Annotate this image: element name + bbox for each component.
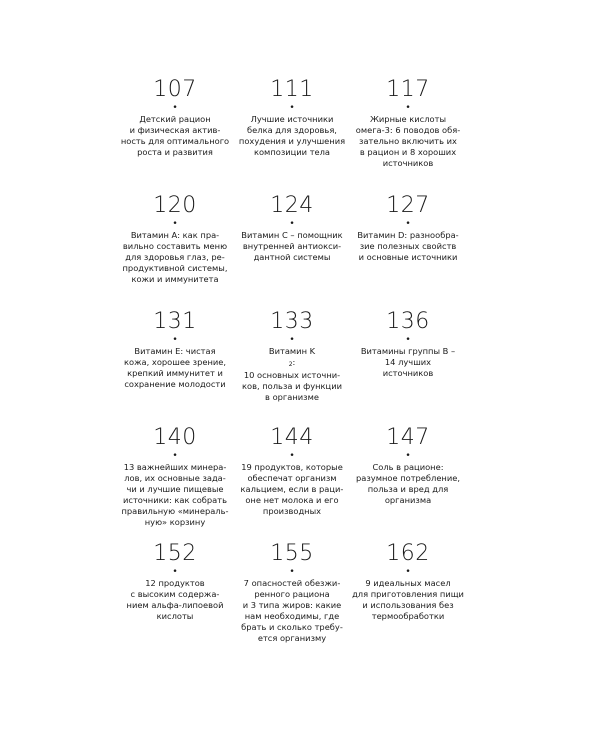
toc-entry[interactable] [333, 542, 483, 622]
page-number: 131 [153, 309, 197, 334]
toc-entry[interactable] [333, 426, 483, 506]
page-number: 162 [386, 541, 430, 566]
bullet-dot: • [405, 451, 411, 461]
page-number: 117 [386, 77, 430, 102]
entry-title: 7 опасностей обезжи- ренного рациона и 3 типа жиров: какие нам необходимы, где брать и сколько требу- ется организму [241, 578, 343, 643]
entry-title: 9 идеальных масел для приготовления пищи и использования без термообработки [352, 578, 464, 621]
bullet-dot: • [172, 335, 178, 345]
page-number: 127 [386, 193, 430, 218]
entry-title: Витамин А: как пра- вильно составить меню для здоровья глаз, ре- продуктивной системы, кожи и иммунитета [122, 230, 228, 284]
bullet-dot: • [289, 451, 295, 461]
entry-title: Жирные кислоты омега-3: 6 поводов обя- зательно включить их в рацион и 8 хороших источников [355, 114, 461, 168]
entry-title: Детский рацион и физическая актив- ность для оптимального роста и развития [120, 114, 230, 157]
page-number: 133 [270, 309, 314, 334]
entry-title: Витамин K $_2$: 10 основных источни- ков, польза и функции в организме [242, 346, 342, 402]
page-number: 120 [153, 193, 197, 218]
bullet-dot: • [289, 335, 295, 345]
page-number: 111 [270, 77, 314, 102]
page-number: 152 [153, 541, 197, 566]
toc-entry[interactable] [333, 310, 483, 379]
bullet-dot: • [405, 335, 411, 345]
bullet-dot: • [172, 567, 178, 577]
entry-title: Витамин С – помощник внутренней антиокси- дантной системы [241, 230, 343, 262]
bullet-dot: • [405, 103, 411, 113]
page-number: 144 [270, 425, 314, 450]
entry-title: Соль в рационе: разумное потребление, польза и вред для организма [356, 462, 460, 505]
bullet-dot: • [405, 567, 411, 577]
page-number: 155 [270, 541, 314, 566]
toc-entry[interactable] [333, 194, 483, 263]
entry-title: Витамин Е: чистая кожа, хорошее зрение, крепкий иммунитет и сохранение молодости [123, 346, 227, 389]
entry-title: 19 продуктов, которые обеспечат организм кальцием, если в раци- оне нет молока и его производных [240, 462, 344, 516]
bullet-dot: • [172, 219, 178, 229]
bullet-dot: • [405, 219, 411, 229]
toc-entry[interactable] [333, 78, 483, 169]
entry-title: Витамин D: разнообра- зие полезных свойств и основные источники [357, 230, 459, 262]
page-number: 140 [153, 425, 197, 450]
entry-title: Лучшие источники белка для здоровья, похудения и улучшения композиции тела [238, 114, 346, 157]
bullet-dot: • [172, 103, 178, 113]
entry-title: Витамины группы В – 14 лучших источников [360, 346, 456, 378]
page-number: 136 [386, 309, 430, 334]
bullet-dot: • [172, 451, 178, 461]
page-number: 124 [270, 193, 314, 218]
page-number: 107 [153, 77, 197, 102]
entry-title: 12 продуктов с высоким содержа- нием альфа-липоевой кислоты [126, 578, 224, 621]
bullet-dot: • [289, 103, 295, 113]
bullet-dot: • [289, 567, 295, 577]
bullet-dot: • [289, 219, 295, 229]
entry-title: 13 важнейших минера- лов, их основные зада- чи и лучшие пищевые источники: как собрать правильную «минераль- ную» корзину [121, 462, 229, 527]
page-number: 147 [386, 425, 430, 450]
